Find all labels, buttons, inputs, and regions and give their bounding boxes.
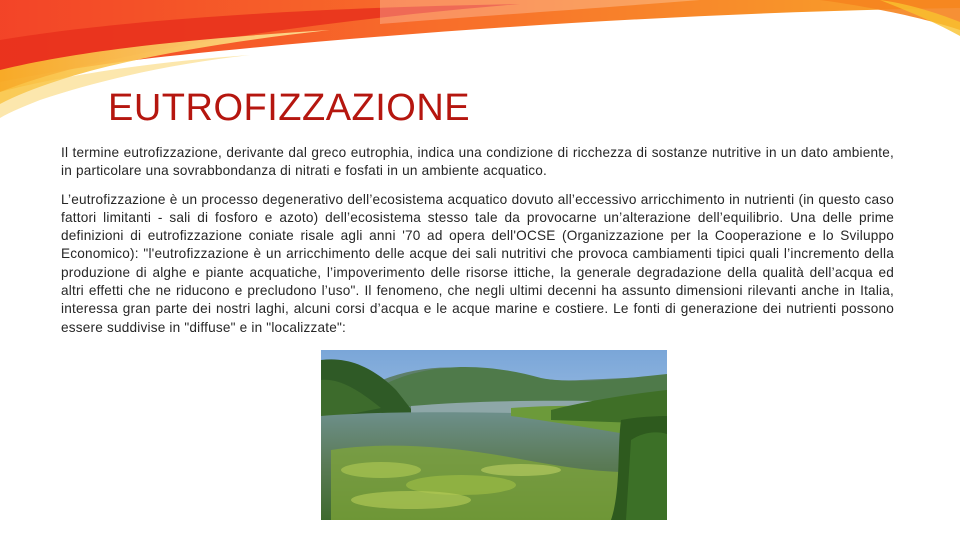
paragraph-definition: Il termine eutrofizzazione, derivante dal greco eutrophia, indica una condizione di ricchezza di sostanze nutritive in un dato ambiente, in particolare una sovrabbondanza di nitrati e fosfati in un ambiente acquatico. [61,145,894,179]
slide-body [61,144,894,347]
paragraph-description: L’eutrofizzazione è un processo degenerativo dell’ecosistema acquatico dovuto all’eccessivo arricchimento in nutrienti (in questo caso fattori limitanti - sali di fosforo e azoto) dell’ecosistema stesso tale da provocarne un’alterazione dell’equilibrio. Una delle prime definizioni di eutrofizzazione coniate risale agli anni '70 ad opera dell'OCSE (Organizzazione per la Cooperazione e lo Sviluppo Economico): "l'eutrofizzazione è un arricchimento delle acque dei sali nutritivi che provoca cambiamenti tipici quali l’incremento della produzione di alghe e piante acquatiche, l’impoverimento delle risorse ittiche, la generale degradazione della qualità dell’acqua ed altri effetti che ne riducono e precludono l’uso". Il fenomeno, che negli ultimi decenni ha assunto dimensioni rilevanti anche in Italia, interessa gran parte dei nostri laghi, alcuni corsi d’acqua e le acque marine e costiere. Le fonti di generazione dei nutrienti possono essere suddivise in "diffuse" e in "localizzate": [61,191,894,335]
slide-title: EUTROFIZZAZIONE [108,87,471,129]
eutrophic-lake-photo [321,350,667,520]
